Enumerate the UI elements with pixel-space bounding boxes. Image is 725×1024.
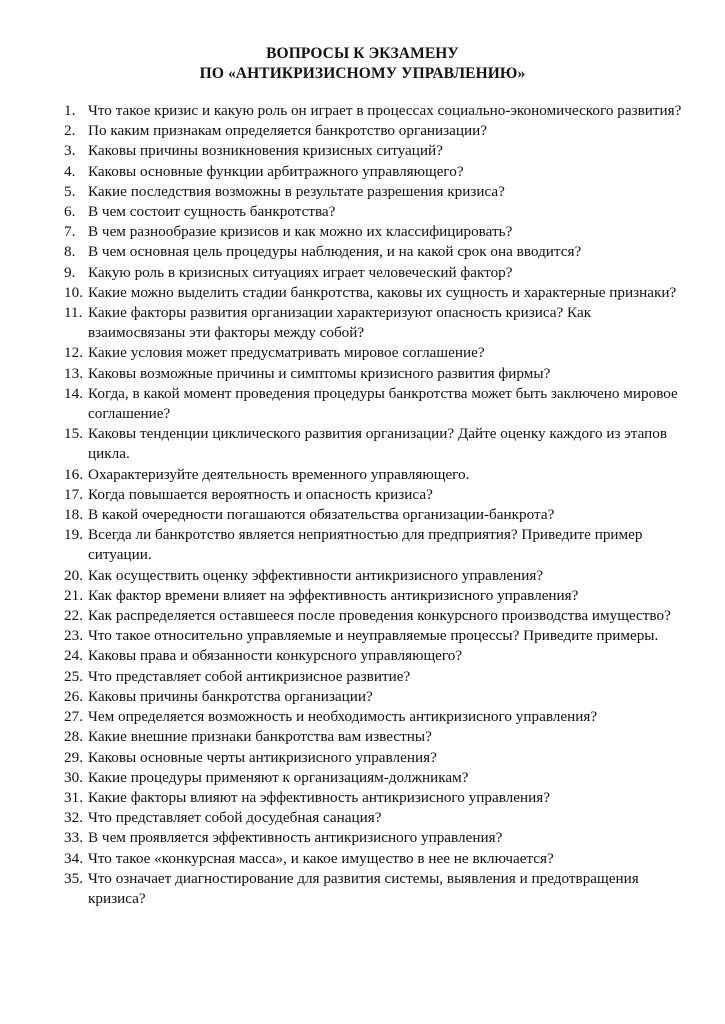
- question-text: Чем определяется возможность и необходимость антикризисного управления?: [88, 708, 598, 726]
- question-number: 21.: [64, 586, 83, 604]
- question-text: Когда повышается вероятность и опасность кризиса?: [88, 485, 433, 503]
- question-text: Какие факторы влияют на эффективность антикризисного управления?: [88, 788, 550, 806]
- question-item: [64, 788, 684, 808]
- question-text: Каковы тенденции циклического развития организации? Дайте оценку каждого из этапов цикла.: [88, 425, 668, 463]
- question-number: 22.: [64, 607, 83, 625]
- question-item: [64, 748, 684, 768]
- question-number: 13.: [64, 364, 83, 382]
- question-item: [64, 869, 684, 909]
- question-item: [64, 505, 684, 525]
- question-number: 27.: [64, 708, 83, 726]
- question-item: [64, 424, 684, 464]
- question-text: В чем разнообразие кризисов и как можно их классифицировать?: [88, 223, 513, 241]
- question-text: По каким признакам определяется банкротство организации?: [88, 122, 488, 140]
- question-item: [64, 606, 684, 626]
- question-number: 20.: [64, 566, 83, 584]
- question-number: 9.: [64, 263, 76, 281]
- question-item: [64, 182, 684, 202]
- question-item: [64, 828, 684, 848]
- question-text: В чем проявляется эффективность антикризисного управления?: [88, 829, 503, 847]
- question-item: [64, 364, 684, 384]
- question-item: [64, 626, 684, 646]
- question-item: [64, 667, 684, 687]
- question-text: Когда, в какой момент проведения процедуры банкротства может быть заключено мировое соглашение?: [88, 384, 678, 423]
- question-number: 26.: [64, 687, 83, 705]
- question-text: В чем основная цель процедуры наблюдения, и на какой срок она вводится?: [88, 243, 582, 261]
- question-number: 23.: [64, 627, 83, 645]
- question-item: [64, 101, 684, 121]
- question-item: [64, 768, 684, 788]
- question-text: Каковы причины банкротства организации?: [88, 687, 373, 705]
- question-item: [64, 646, 684, 666]
- question-number: 31.: [64, 788, 83, 806]
- question-item: [64, 242, 684, 262]
- question-text: Всегда ли банкротство является неприятностью для предприятия? Приведите пример ситуации.: [88, 526, 643, 564]
- question-text: В какой очередности погашаются обязательства организации-банкрота?: [88, 506, 555, 524]
- question-number: 8.: [64, 243, 76, 261]
- question-item: [64, 283, 684, 303]
- question-text: Что представляет собой антикризисное развитие?: [88, 667, 411, 685]
- question-text: Какую роль в кризисных ситуациях играет человеческий фактор?: [88, 263, 513, 281]
- question-number: 16.: [64, 465, 83, 483]
- question-text: В чем состоит сущность банкротства?: [88, 203, 336, 221]
- question-text: Каковы основные черты антикризисного управления?: [88, 748, 437, 766]
- question-number: 28.: [64, 728, 83, 746]
- question-number: 5.: [64, 182, 76, 200]
- question-number: 4.: [64, 162, 76, 180]
- question-number: 15.: [64, 425, 83, 443]
- question-number: 6.: [64, 203, 76, 221]
- question-item: [64, 141, 684, 161]
- question-item: [64, 222, 684, 242]
- question-item: [64, 162, 684, 182]
- question-item: [64, 707, 684, 727]
- question-text: Что такое относительно управляемые и неуправляемые процессы? Приведите примеры.: [88, 627, 659, 645]
- question-text: Каковы права и обязанности конкурсного управляющего?: [88, 647, 463, 665]
- question-item: [64, 586, 684, 606]
- question-text: Каковы возможные причины и симптомы кризисного развития фирмы?: [88, 364, 551, 382]
- question-list: [64, 101, 684, 909]
- question-number: 30.: [64, 768, 83, 786]
- question-number: 24.: [64, 647, 83, 665]
- question-item: [64, 566, 684, 586]
- question-item: [64, 849, 684, 869]
- question-number: 18.: [64, 506, 83, 524]
- question-text: Какие условия может предусматривать мировое соглашение?: [88, 344, 485, 362]
- question-item: [64, 727, 684, 747]
- question-number: 12.: [64, 344, 83, 362]
- question-text: Какие последствия возможны в результате разрешения кризиса?: [88, 182, 505, 200]
- document-title-line-1: ВОПРОСЫ К ЭКЗАМЕНУ: [266, 45, 459, 62]
- question-item: [64, 687, 684, 707]
- question-text: Как распределяется оставшееся после проведения конкурсного производства имущество?: [88, 607, 671, 625]
- question-item: [64, 121, 684, 141]
- question-item: [64, 303, 684, 343]
- question-item: [64, 343, 684, 363]
- question-number: 35.: [64, 869, 83, 887]
- question-number: 17.: [64, 485, 83, 503]
- question-text: Каковы причины возникновения кризисных ситуаций?: [88, 142, 443, 160]
- question-text: Каковы основные функции арбитражного управляющего?: [88, 162, 464, 180]
- question-number: 1.: [64, 102, 76, 119]
- question-number: 11.: [64, 304, 83, 322]
- question-number: 14.: [64, 384, 83, 402]
- question-number: 33.: [64, 829, 83, 847]
- question-item: [64, 202, 684, 222]
- question-text: Что представляет собой досудебная санация?: [88, 809, 382, 827]
- question-number: 10.: [64, 283, 83, 301]
- question-text: Что такое кризис и какую роль он играет в процессах социально-экономического развития?: [88, 102, 682, 119]
- document-title-line-2: ПО «АНТИКРИЗИСНОМУ УПРАВЛЕНИЮ»: [199, 65, 526, 82]
- question-text: Как фактор времени влияет на эффективность антикризисного управления?: [88, 586, 579, 604]
- question-text: Какие процедуры применяют к организациям-должникам?: [88, 768, 469, 786]
- question-text: Что означает диагностирование для развития системы, выявления и предотвращения кризиса?: [88, 869, 639, 907]
- question-number: 29.: [64, 748, 83, 766]
- question-text: Какие факторы развития организации характеризуют опасность кризиса? Как взаимосвязаны эти факторы между собой?: [88, 304, 592, 342]
- question-number: 3.: [64, 142, 76, 160]
- question-item: [64, 525, 684, 565]
- question-number: 2.: [64, 122, 76, 140]
- question-number: 32.: [64, 809, 83, 827]
- question-number: 25.: [64, 667, 83, 685]
- question-item: [64, 263, 684, 283]
- question-item: [64, 485, 684, 505]
- question-number: 34.: [64, 849, 83, 867]
- question-item: [64, 808, 684, 828]
- question-item: [64, 384, 684, 424]
- question-item: [64, 465, 684, 485]
- question-text: Как осуществить оценку эффективности антикризисного управления?: [88, 566, 544, 584]
- question-text: Охарактеризуйте деятельность временного управляющего.: [88, 465, 470, 483]
- question-text: Что такое «конкурсная масса», и какое имущество в нее не включается?: [88, 849, 554, 867]
- question-text: Какие внешние признаки банкротства вам известны?: [88, 728, 432, 746]
- question-number: 19.: [64, 526, 83, 544]
- question-number: 7.: [64, 223, 76, 241]
- question-text: Какие можно выделить стадии банкротства, каковы их сущность и характерные признаки?: [88, 283, 677, 301]
